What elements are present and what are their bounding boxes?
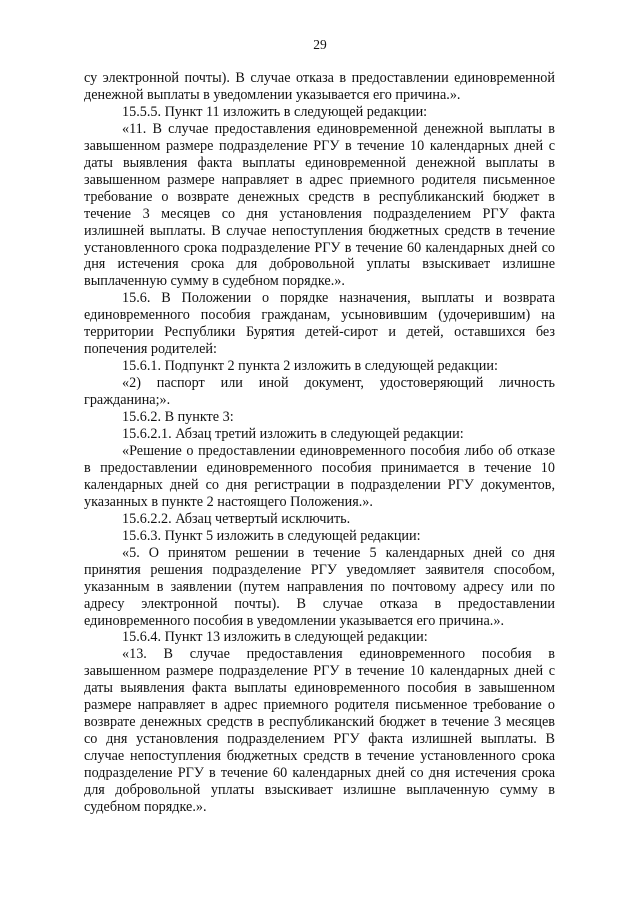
- paragraph-9: «Решение о предоставлении единовременного пособия либо об отказе в предоставлении единовременного пособия принимается в течение 10 календарных дней со дня регистрации в подразделении РГУ документов, указанных в пункте 2 настоящего Положения.».: [84, 442, 555, 510]
- paragraph-5: 15.6.1. Подпункт 2 пункта 2 изложить в следующей редакции:: [122, 358, 498, 375]
- paragraph-13: 15.6.4. Пункт 13 изложить в следующей редакции:: [122, 629, 428, 646]
- paragraph-11: 15.6.3. Пункт 5 изложить в следующей редакции:: [122, 527, 421, 544]
- page-number: 29: [313, 37, 327, 52]
- paragraph-1: су электронной почты). В случае отказа в предоставлении единовременной денежной выплаты в уведомлении указывается его причина.».: [84, 70, 555, 103]
- paragraph-14: «13. В случае предоставления единовременного пособия в завышенном размере подразделение РГУ в течение 10 календарных дней с даты выявления факта выплаты единовременного пособия в завышенном размере направляет в адрес приемного родителя письменное требование о возврате денежных средств в республиканский бюджет в течение 3 месяцев со дня установления подразделением РГУ факта излишней выплаты. В случае непоступления бюджетных средств в течение установленного срока подразделение РГУ в течение 60 календарных дней со дня истечения срока для добровольной уплаты взыскивает излишне выплаченную сумму в судебном порядке.».: [84, 646, 555, 815]
- paragraph-4: 15.6. В Положении о порядке назначения, выплаты и возврата единовременного пособия гражданам, усыновившим (удочерившим) на территории Республики Бурятия детей-сирот и детей, оставшихся без попечения родителей:: [84, 290, 555, 358]
- paragraph-8: 15.6.2.1. Абзац третий изложить в следующей редакции:: [122, 426, 464, 443]
- paragraph-3: «11. В случае предоставления единовременной денежной выплаты в завышенном размере подразделение РГУ в течение 10 календарных дней с даты выявления факта выплаты единовременной денежной выплаты в завышенном размере направляет в адрес приемного родителя письменное требование о возврате денежных средств в республиканский бюджет в течение 3 месяцев со дня установления подразделением РГУ факта излишней выплаты. В случае непоступления бюджетных средств в течение установленного срока подразделение РГУ в течение 60 календарных дней со дня истечения срока для добровольной уплаты взыскивает излишне выплаченную сумму в судебном порядке.».: [84, 120, 555, 290]
- paragraph-2: 15.5.5. Пункт 11 изложить в следующей редакции:: [122, 103, 428, 120]
- paragraph-10: 15.6.2.2. Абзац четвертый исключить.: [122, 510, 351, 527]
- paragraph-7: 15.6.2. В пункте 3:: [122, 409, 234, 426]
- paragraph-6: «2) паспорт или иной документ, удостоверяющий личность гражданина;».: [84, 375, 555, 409]
- paragraph-12: «5. О принятом решении в течение 5 календарных дней со дня принятия решения подразделение РГУ уведомляет заявителя способом, указанным в заявлении (путем направления по почтовому адресу или по адресу электронной почты). В случае отказа в предоставлении единовременного пособия в уведомлении указывается его причина.».: [84, 544, 555, 629]
- document-body: [84, 70, 555, 816]
